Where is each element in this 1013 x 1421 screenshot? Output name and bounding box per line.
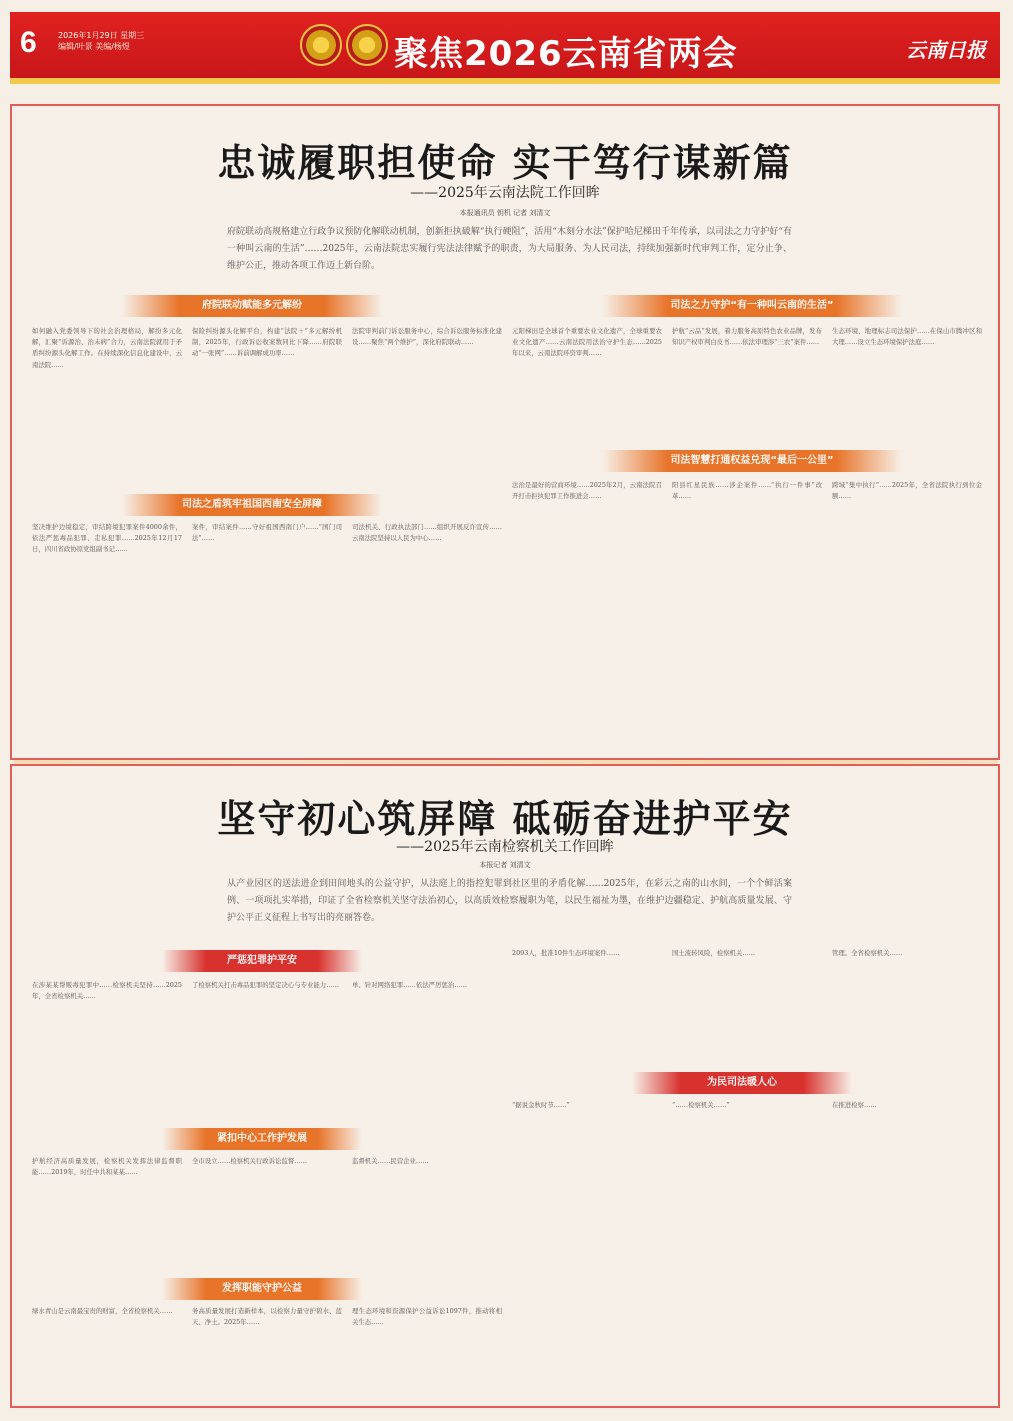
banner-1: 府院联动赋能多元解纷 xyxy=(122,295,382,317)
date-line: 2026年1月29日 星期三 xyxy=(58,31,145,40)
article1-col-6: 生态环境、地理标志司法保护……在保山市腾冲区和大理……设立生态环境保护法庭…… xyxy=(832,327,982,347)
article2-col-11: “……检察机关……” xyxy=(672,1101,730,1109)
article1-col-5: 护航“云品”发展，着力服务高原特色农业品牌，发布知识产权审判白皮书……依法审理涉“三农”案件…… xyxy=(672,327,822,347)
date-meta xyxy=(58,30,144,52)
banner-3: 司法之盾筑牢祖国西南安全屏障 xyxy=(122,494,382,516)
article2-col-15: 理生态环境和资源保护公益诉讼1097件，推动将相关生态…… xyxy=(352,1307,502,1327)
cppcc-emblem-icon xyxy=(346,24,388,66)
article2-col-14: 务高质量发展打造新样本，以检察力量守护碧水、蓝天、净土。2025年…… xyxy=(192,1307,342,1327)
banner-8: 发挥职能守护公益 xyxy=(162,1278,362,1300)
banner-4: 司法智慧打通权益兑现“最后一公里” xyxy=(602,450,902,472)
article1-subhead: ——2025年云南法院工作回眸 xyxy=(410,185,600,201)
article2-col-3: 单、针对网络犯罪……依法严厉惩治…… xyxy=(352,981,468,989)
article1-col-2: 保险纠纷源头化解平台，构建“法院＋”多元解纷机制，2025年，行政诉讼收案数同比下降……府院联动“一张网”……诉前调解成功率…… xyxy=(192,327,342,358)
article1-col-10: 法治是最好的营商环境……2025年2月，云南法院召开打击拒执犯罪工作推进会…… xyxy=(512,481,662,501)
article2-lead: 从产业园区的送法进企到田间地头的公益守护，从法庭上的指控犯罪到社区里的矛盾化解……2025年，在彩云之南的山水间，一个个鲜活案例、一项项扎实举措，印证了全省检察机关坚守法治初心，以高质效检察履职为笔，以民生福祉为墨，在维护边疆稳定、护航高质量发展、守护公平正义征程上书写出的亮丽答卷。 xyxy=(227,879,792,923)
article1-col-7: 坚决维护边境稳定，审结跨境犯罪案件4000余件，依法严惩毒品犯罪、走私犯罪……2025年12月17日，四川省政协原党组副书记…… xyxy=(32,523,182,554)
banner-6: 紧扣中心工作护发展 xyxy=(162,1128,362,1150)
article2-col-4: 2093人，批准10件生态环境案件…… xyxy=(512,949,620,957)
article2-col-1: 在涉某某帮贩毒犯罪中……检察机关坚持……2025年，全省检察机关…… xyxy=(32,981,182,1001)
masthead xyxy=(10,12,1000,78)
article1-col-1: 如何融入党委领导下的社会治理格局，解纷多元化解，汇聚“诉源治、治未病”合力，云南法院就用于矛盾纠纷源头化解工作。在持续深化信息化建设中，云南法院…… xyxy=(32,327,182,369)
article1-headline: 忠诚履职担使命 实干笃行谋新篇 xyxy=(217,141,793,185)
masthead-stripe xyxy=(10,78,1000,84)
article2-col-9: 监督机关……民营企业…… xyxy=(352,1157,429,1165)
article1-lead: 府院联动高规格建立行政争议预防化解联动机制，创新拒执破解“执行硬阻”，活用“木刻分水法”保护哈尼梯田千年传承，以司法之力守护好“有一种叫云南的生活”……2025年，云南法院忠实履行宪法法律赋予的职责，为大局服务、为人民司法，持续加强新时代审判工作，定分止争、维护公正，推动各项工作迈上新台阶。 xyxy=(227,227,792,271)
article1-col-9: 司法机关、行政执法部门……组织开展反诈宣传……云南法院坚持以人民为中心…… xyxy=(352,523,502,543)
article2-subhead: ——2025年云南检察机关工作回眸 xyxy=(396,839,614,855)
article1-col-3: 法院审判前门诉讼服务中心，综合诉讼服务标准化建设……聚焦“两个维护”，深化府院联动…… xyxy=(352,327,502,347)
banner-5: 严惩犯罪护平安 xyxy=(162,950,362,972)
procuratorate-article xyxy=(10,764,1000,1408)
article2-col-8: 全市设立……检察机关行政诉讼监督…… xyxy=(192,1157,308,1165)
section-title: 聚焦2026云南省两会 xyxy=(394,34,738,74)
article1-col-11: 阳县红星民族……涉企案件……“执行一件事”改革…… xyxy=(672,481,822,501)
article2-byline: 本报记者 刘清文 xyxy=(479,861,531,869)
article2-col-12: 在推进检察…… xyxy=(832,1101,877,1109)
court-article xyxy=(10,104,1000,760)
article1-col-4: 元阳梯田是全球首个重要农业文化遗产，全球重要农业文化遗产……云南法院用法治守护生态……2025年以来，云南法院环资审判…… xyxy=(512,327,662,358)
banner-7: 为民司法暖人心 xyxy=(632,1072,852,1094)
article2-col-6: 管理。全省检察机关…… xyxy=(832,949,903,957)
page-number: 6 xyxy=(20,26,37,59)
national-emblem-icon xyxy=(300,24,342,66)
article1-col-8: 案件，审结案件……守好祖国西南门户……“国门司法”…… xyxy=(192,523,342,543)
article1-byline: 本报通讯员 钥机 记者 刘清文 xyxy=(459,209,551,217)
article2-col-10: “据说金秋时节……” xyxy=(512,1101,570,1109)
article2-col-13: 绿水青山是云南最宝贵的财富，全省检察机关…… xyxy=(32,1307,173,1315)
article2-col-7: 护航经济高质量发展，检察机关发挥法律监督职能……2019年，时任中共和某某…… xyxy=(32,1157,182,1177)
article2-headline: 坚守初心筑屏障 砥砺奋进护平安 xyxy=(217,797,793,841)
article2-col-2: 了检察机关打击毒品犯罪的坚定决心与专业能力…… xyxy=(192,981,339,989)
article2-col-5: 国土流转风险，检察机关…… xyxy=(672,949,756,957)
editors-line: 编辑/叶景 美编/杨煜 xyxy=(58,42,130,51)
article1-col-12: 跨域“集中执行”……2025年，全省法院执行到位金额…… xyxy=(832,481,982,501)
newspaper-brand: 云南日报 xyxy=(906,38,986,62)
banner-2: 司法之力守护“有一种叫云南的生活” xyxy=(602,295,902,317)
